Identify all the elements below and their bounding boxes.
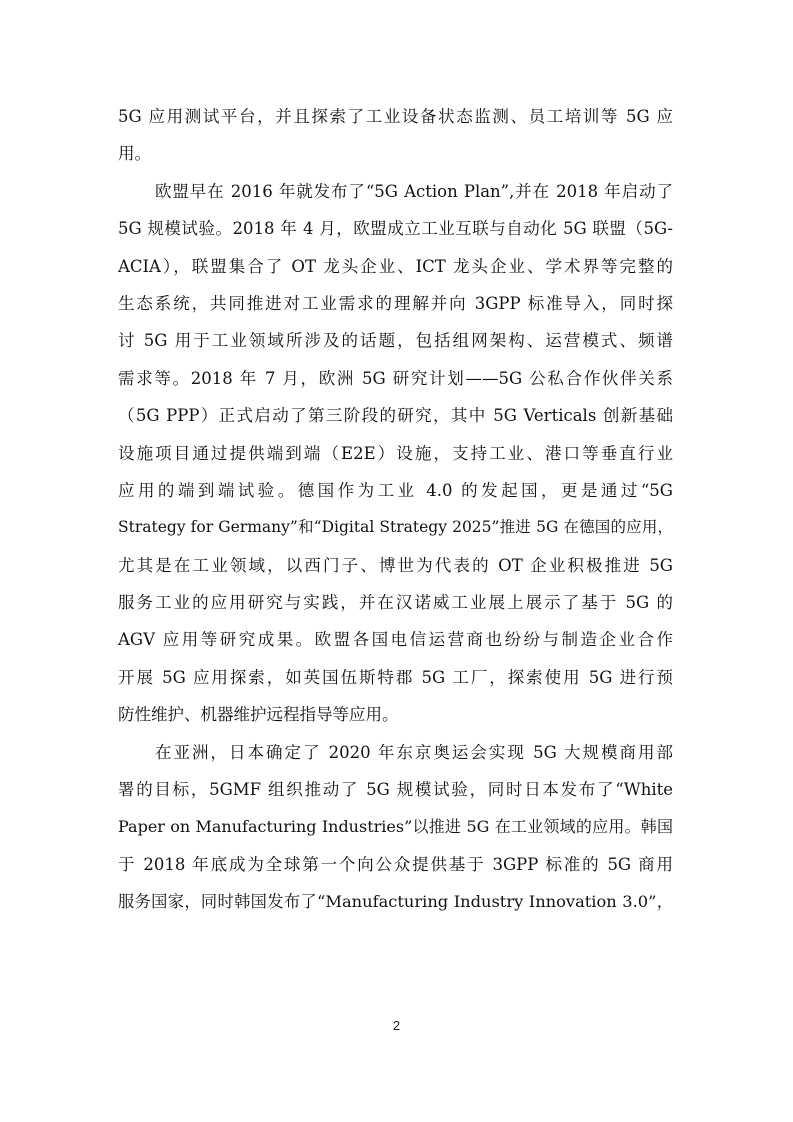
text-line: 5G 规模试验。2018 年 4 月，欧盟成立工业互联与自动化 5G 联盟（5G- bbox=[118, 219, 673, 239]
text-line: 尤其是在工业领域，以西门子、博世为代表的 OT 企业积极推进 5G bbox=[118, 555, 673, 575]
paragraph-start-line: 在亚洲，日本确定了 2020 年东京奥运会实现 5G 大规模商用部 bbox=[155, 742, 673, 762]
text-line: 服务国家，同时韩国发布了“Manufacturing Industry Innovation 3.0”， bbox=[118, 892, 673, 912]
text-line: AGV 应用等研究成果。欧盟各国电信运营商也纷纷与制造企业合作 bbox=[118, 630, 673, 650]
text-line: ACIA），联盟集合了 OT 龙头企业、ICT 龙头企业、学术界等完整的 bbox=[118, 256, 673, 276]
text-line: 应用的端到端试验。德国作为工业 4.0 的发起国，更是通过“5G bbox=[118, 480, 673, 500]
text-line: 5G 应用测试平台，并且探索了工业设备状态监测、员工培训等 5G 应 bbox=[118, 107, 673, 126]
text-line: 署的目标，5GMF 组织推动了 5G 规模试验，同时日本发布了“White bbox=[118, 780, 673, 800]
text-line: 讨 5G 用于工业领域所涉及的话题，包括组网架构、运营模式、频谱 bbox=[118, 331, 673, 351]
page-number: 2 bbox=[392, 1018, 401, 1033]
text-line: 开展 5G 应用探索，如英国伍斯特郡 5G 工厂，探索使用 5G 进行预 bbox=[118, 667, 673, 687]
text-line: 生态系统，共同推进对工业需求的理解并向 3GPP 标准导入，同时探 bbox=[118, 293, 673, 313]
text-line: 用。 bbox=[118, 144, 151, 164]
paragraph-start-line: 欧盟早在 2016 年就发布了“5G Action Plan”,并在 2018 年启动了 bbox=[155, 181, 673, 201]
text-line: 服务工业的应用研究与实践，并在汉诺威工业展上展示了基于 5G 的 bbox=[118, 593, 673, 613]
text-line: Paper on Manufacturing Industries”以推进 5G 在工业领域的应用。韩国 bbox=[118, 817, 673, 837]
text-line: 需求等。2018 年 7 月，欧洲 5G 研究计划——5G 公私合作伙伴关系 bbox=[118, 368, 673, 388]
text-line: 于 2018 年底成为全球第一个向公众提供基于 3GPP 标准的 5G 商用 bbox=[118, 854, 673, 874]
body-text bbox=[118, 98, 673, 921]
text-line: 设施项目通过提供端到端（E2E）设施，支持工业、港口等垂直行业 bbox=[118, 443, 673, 463]
text-line: （5G PPP）正式启动了第三阶段的研究，其中 5G Verticals 创新基础 bbox=[118, 406, 673, 426]
text-line: 防性维护、机器维护远程指导等应用。 bbox=[118, 705, 399, 725]
text-line: Strategy for Germany”和“Digital Strategy 2025”推进 5G 在德国的应用， bbox=[118, 518, 673, 537]
